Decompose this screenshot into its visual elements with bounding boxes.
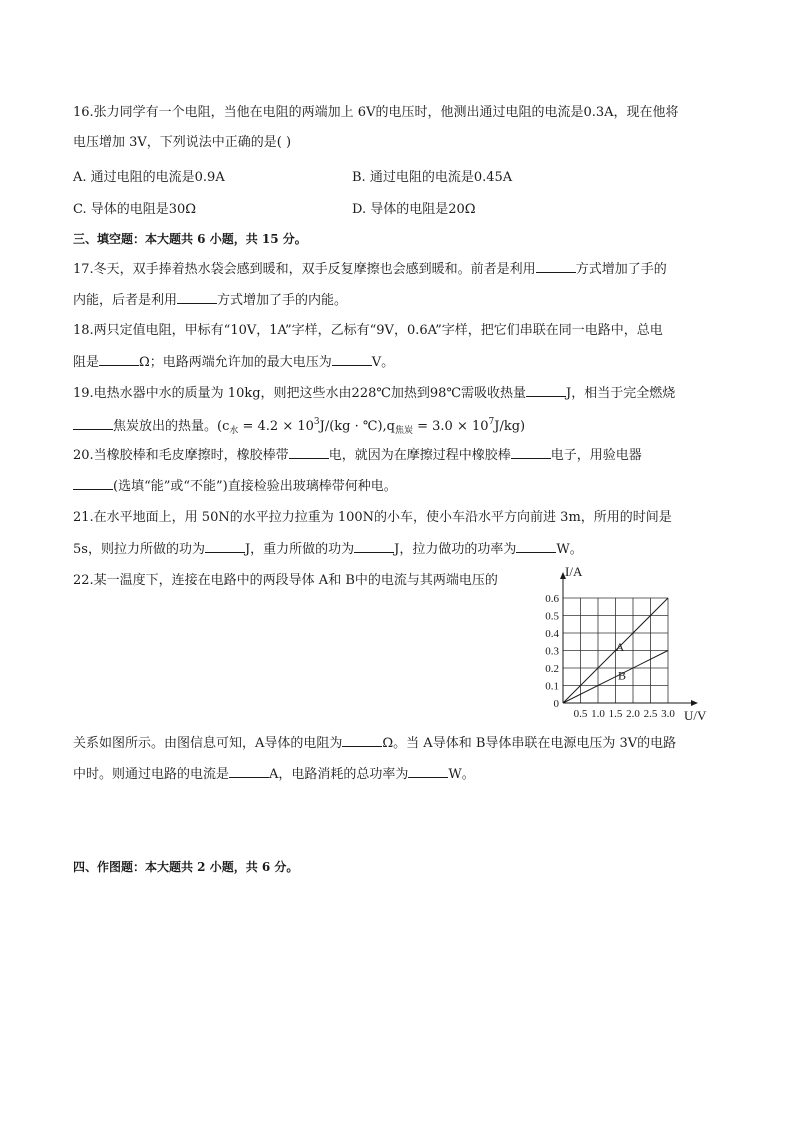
q17-text-1b: 方式增加了手的 — [575, 262, 667, 277]
q22-line2 — [73, 734, 676, 753]
q22-text-2a: 关系如图所示。由图信息可知，A导体的电阻为 — [73, 736, 343, 751]
q22-line1: 22.某一温度下，连接在电路中的两段导体 A和 B中的电流与其两端电压的 — [73, 573, 498, 588]
q21-line2 — [73, 540, 583, 559]
q20-line1 — [73, 446, 642, 465]
q20-line2 — [73, 477, 397, 496]
x-axis-arrow — [691, 700, 698, 706]
series-label-A: A — [615, 640, 625, 655]
q16-stem-line1: 16.张力同学有一个电阻，当他在电阻的两端加上 6V的电压时，他测出通过电阻的电流是0.3A，现在他将 — [73, 105, 679, 120]
q16-option-a[interactable]: A. 通过电阻的电流是0.9A — [73, 170, 225, 185]
y-axis-label: I/A — [565, 564, 583, 579]
q16-stem-line2: 电压增加 3V，下列说法中正确的是( ) — [73, 135, 292, 150]
q18-text-2a: 阻是 — [73, 355, 100, 370]
x-tick-label: 2.0 — [626, 708, 640, 720]
x-tick-label: 0.5 — [573, 708, 588, 720]
q19-sub-coke: 焦炭 — [394, 426, 413, 436]
q19-blank-2[interactable] — [73, 417, 113, 430]
q22-text-3c: W。 — [448, 767, 475, 782]
q17-text-2b: 方式增加了手的内能。 — [217, 293, 348, 308]
q21-text-2d: W。 — [556, 542, 583, 557]
q16-option-b[interactable]: B. 通过电阻的电流是0.45A — [352, 170, 513, 185]
q20-blank-1[interactable] — [289, 446, 329, 459]
q17-line2 — [73, 291, 347, 310]
q21-blank-3[interactable] — [516, 540, 556, 553]
origin-label: 0 — [553, 698, 559, 710]
q19-line1 — [73, 384, 675, 403]
series-label-B: B — [617, 668, 627, 683]
y-tick-label: 0.5 — [545, 610, 559, 623]
q19-sup-3: 3 — [313, 417, 320, 427]
q18-line1: 18.两只定值电阻，甲标有“10V，1A”字样，乙标有“9V，0.6A”字样，把它们串联在同一电路中，总电 — [73, 323, 663, 338]
q20-blank-3[interactable] — [73, 477, 113, 490]
q17-text-2a: 内能，后者是利用 — [73, 293, 178, 308]
q21-text-2c: J，拉力做功的功率为 — [394, 542, 517, 557]
chart-labels — [545, 564, 707, 723]
x-axis-label: U/V — [684, 708, 707, 723]
y-tick-label: 0.4 — [545, 628, 559, 640]
q18-text-2b: Ω；电路两端允许加的最大电压为 — [139, 355, 332, 370]
q21-blank-1[interactable] — [205, 540, 245, 553]
x-tick-label: 2.5 — [643, 708, 658, 720]
q19-line2 — [73, 413, 525, 440]
q19-text-2e: J/kg) — [494, 419, 526, 434]
q16-option-c[interactable]: C. 导体的电阻是30Ω — [73, 202, 197, 217]
q20-text-1c: 电子，用验电器 — [550, 448, 642, 463]
q22-blank-2[interactable] — [229, 765, 269, 778]
q20-text-1a: 20.当橡胶棒和毛皮摩擦时，橡胶棒带 — [73, 448, 289, 463]
q18-text-2c: V。 — [371, 355, 395, 370]
x-tick-label: 1.0 — [591, 708, 605, 720]
q20-text-2: (选填“能”或“不能”)直接检验出玻璃棒带何种电。 — [113, 479, 397, 494]
q22-blank-1[interactable] — [342, 734, 382, 747]
q22-text-3b: A，电路消耗的总功率为 — [269, 767, 409, 782]
x-tick-label: 1.5 — [608, 708, 623, 720]
q20-text-1b: 电，就因为在摩擦过程中橡胶棒 — [328, 448, 511, 463]
q22-text-3a: 中时。则通过电路的电流是 — [73, 767, 230, 782]
q17-text-1a: 17.冬天，双手捧着热水袋会感到暖和，双手反复摩擦也会感到暖和。前者是利用 — [73, 262, 536, 277]
q21-blank-2[interactable] — [354, 540, 394, 553]
q17-line1 — [73, 260, 667, 279]
q19-text-1b: J，相当于完全燃烧 — [566, 386, 676, 401]
q21-text-2a: 5s，则拉力所做的功为 — [73, 542, 205, 557]
q21-line1: 21.在水平地面上，用 50N的水平拉力拉重为 100N的小车，使小车沿水平方向前进 3m，所用的时间是 — [73, 510, 672, 525]
q16-option-d[interactable]: D. 导体的电阻是20Ω — [352, 202, 476, 217]
q19-text-2d: = 3.0 × 10 — [412, 419, 489, 434]
q19-text-2a: 焦炭放出的热量。(c — [113, 419, 230, 434]
y-tick-label: 0.2 — [545, 663, 559, 675]
y-tick-label: 0.3 — [545, 645, 559, 658]
x-tick-label: 3.0 — [661, 708, 675, 720]
q19-blank-1[interactable] — [526, 384, 566, 397]
q19-text-1a: 19.电热水器中水的质量为 10kg，则把这些水由228℃加热到98℃需吸收热量 — [73, 386, 526, 401]
q22-text-2b: Ω。当 A导体和 B导体串联在电源电压为 3V的电路 — [382, 736, 677, 751]
q17-blank-2[interactable] — [177, 291, 217, 304]
iv-chart — [535, 564, 725, 728]
q21-text-2b: J，重力所做的功为 — [244, 542, 355, 557]
y-tick-label: 0.1 — [545, 680, 559, 693]
q19-sup-7: 7 — [488, 417, 495, 427]
q19-text-2b: = 4.2 × 10 — [238, 419, 314, 434]
section-4-heading: 四、作图题：本大题共 2 小题，共 6 分。 — [73, 860, 299, 874]
section-3-heading: 三、填空题：本大题共 6 小题，共 15 分。 — [73, 232, 307, 246]
q17-blank-1[interactable] — [536, 260, 576, 273]
q18-line2 — [73, 353, 394, 372]
q22-line3 — [73, 765, 475, 784]
q22-blank-3[interactable] — [408, 765, 448, 778]
y-tick-label: 0.6 — [545, 593, 559, 605]
q18-blank-2[interactable] — [332, 353, 372, 366]
q19-sub-water: 水 — [229, 426, 239, 436]
q19-text-2c: J/(kg · ℃),q — [319, 419, 395, 434]
q18-blank-1[interactable] — [99, 353, 139, 366]
q20-blank-2[interactable] — [511, 446, 551, 459]
